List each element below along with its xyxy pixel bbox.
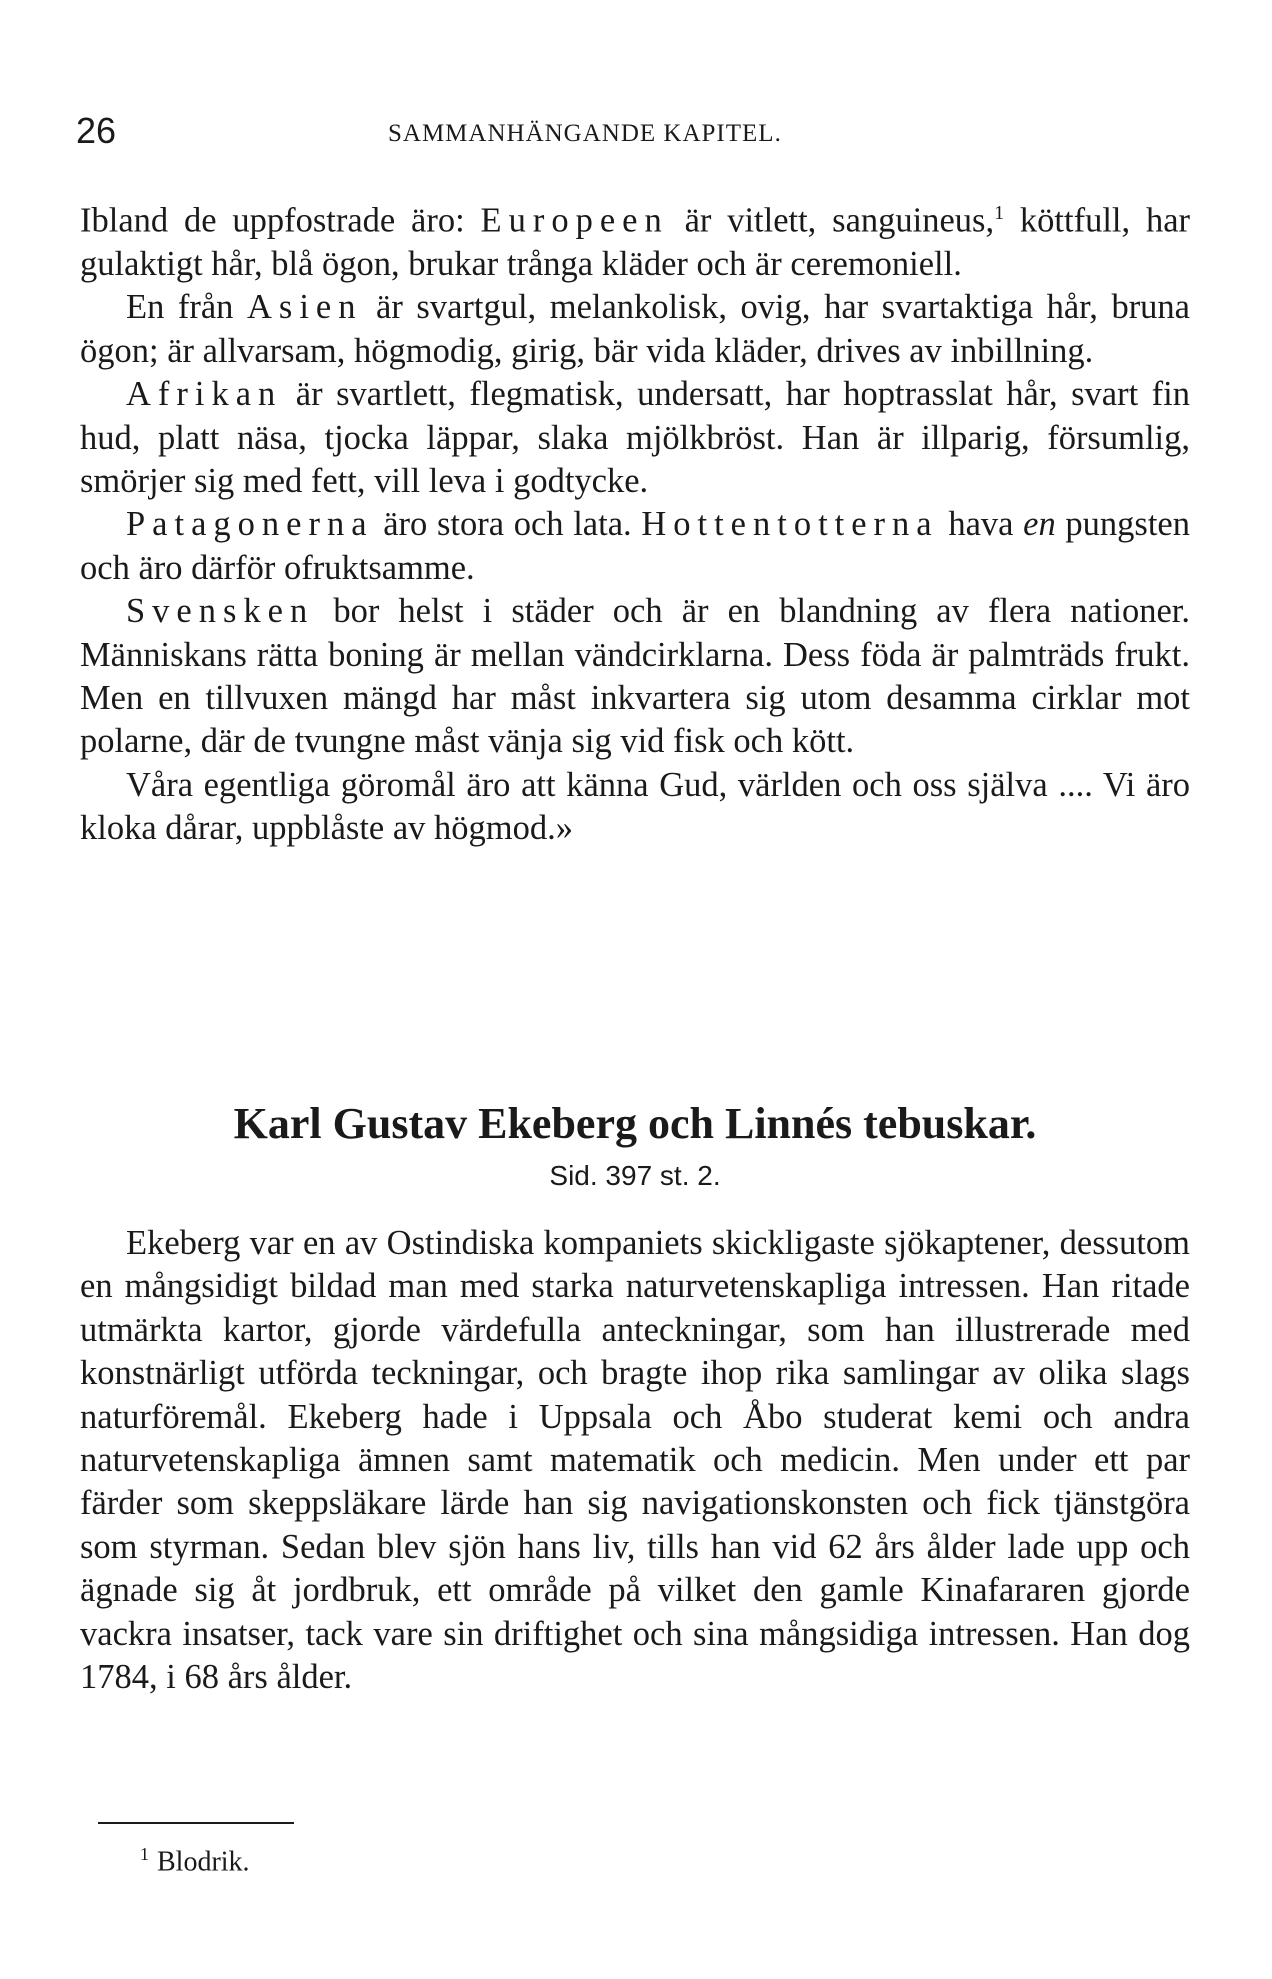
text-run: äro stora och lata. <box>373 505 642 544</box>
running-head <box>76 110 1196 160</box>
spaced-word: Svensken <box>126 592 315 631</box>
footnote-text: Blodrik. <box>157 1846 250 1878</box>
paragraph-svensken <box>80 590 1190 764</box>
running-title: SAMMANHÄNGANDE KAPITEL. <box>388 120 782 147</box>
paragraph-europeen <box>80 192 1190 286</box>
spaced-word: Europeen <box>480 201 669 240</box>
paragraph-ekeberg: Ekeberg var en av Ostindiska kompaniets skickligaste sjökaptener, dessutom en mångsidigt bildad man med starka naturvetenskapliga intressen. Han ritade utmärkta kartor, gjorde värdefulla anteckningar, som han illustrerade med konstnärligt utförda teckningar, och bragte ihop rika samlingar av olika slags naturföremål. Ekeberg hade i Uppsala och Åbo studerat kemi och andra naturvetenskapliga ämnen samt matematik och medicin. Men under ett par färder som skeppsläkare lärde han sig navigationskonsten och fick tjänstgöra som styrman. Sedan blev sjön hans liv, tills han vid 62 års ålder lade upp och ägnade sig åt jordbruk, ett område på vilket den gamle Kinafararen gjorde vackra insatser, tack vare sin driftighet och sina mångsidiga intressen. Han dog 1784, i 68 års ålder. <box>80 1224 1190 1697</box>
footnote-divider <box>98 1822 294 1824</box>
page-number: 26 <box>76 110 117 151</box>
italic-word: en <box>1023 505 1056 544</box>
text-run: bor helst i städer och är en blandning av flera nationer. Människans rätta boning är mellan vändcirklarna. Dess föda är palmträds frukt. Men en tillvuxen mängd har måst inkvartera sig utom desamma cirklar mot polarne, där de tvungne måst vänja sig vid fisk och kött. <box>80 592 1190 761</box>
text-run: är svartlett, flegmatisk, undersatt, har hoptrasslat hår, svart fin hud, platt näsa, tjocka läppar, slaka mjölkbröst. Han är illparig, försumlig, smörjer sig med fett, vill leva i godtycke. <box>80 375 1190 500</box>
footnote-number: 1 <box>140 1844 149 1864</box>
text-run: är vitlett, sanguineus, <box>668 201 995 240</box>
passage-ekeberg <box>80 1222 1190 1699</box>
footnote-mark: 1 <box>994 202 1005 224</box>
spaced-word: Patagonerna <box>126 505 374 544</box>
section-title: Karl Gustav Ekeberg och Linnés tebuskar. <box>233 1099 1037 1148</box>
text-run: Ibland de uppfostrade äro: <box>80 201 481 240</box>
footnote <box>140 1844 250 1878</box>
spaced-word: Asien <box>246 288 363 327</box>
paragraph-asien <box>80 286 1190 373</box>
text-run: köttfull, har gulaktigt hår, blå ögon, brukar trånga kläder och är ceremoniell. <box>80 201 1190 283</box>
paragraph-patagonerna <box>80 503 1190 590</box>
text-run: pungsten och äro därför ofruktsamme. <box>80 505 1190 587</box>
spaced-word: Afrikan <box>126 375 283 414</box>
passage-linnaeus-quote <box>80 192 1190 851</box>
paragraph-varagoromal: Våra egentliga göromål äro att känna Gud, världen och oss själva .... Vi äro kloka dårar, uppblåste av högmod.» <box>80 765 1190 848</box>
section-reference: Sid. 397 st. 2. <box>549 1160 721 1191</box>
text-run: hava <box>938 505 1024 544</box>
spaced-word: Hottentotterna <box>641 505 939 544</box>
paragraph-afrikan <box>80 373 1190 503</box>
text-run: En från <box>126 288 247 327</box>
text-run: är svartgul, melankolisk, ovig, har svartaktiga hår, bruna ögon; är allvarsam, högmodig, girig, bär vida kläder, drives av inbillning. <box>80 288 1190 370</box>
